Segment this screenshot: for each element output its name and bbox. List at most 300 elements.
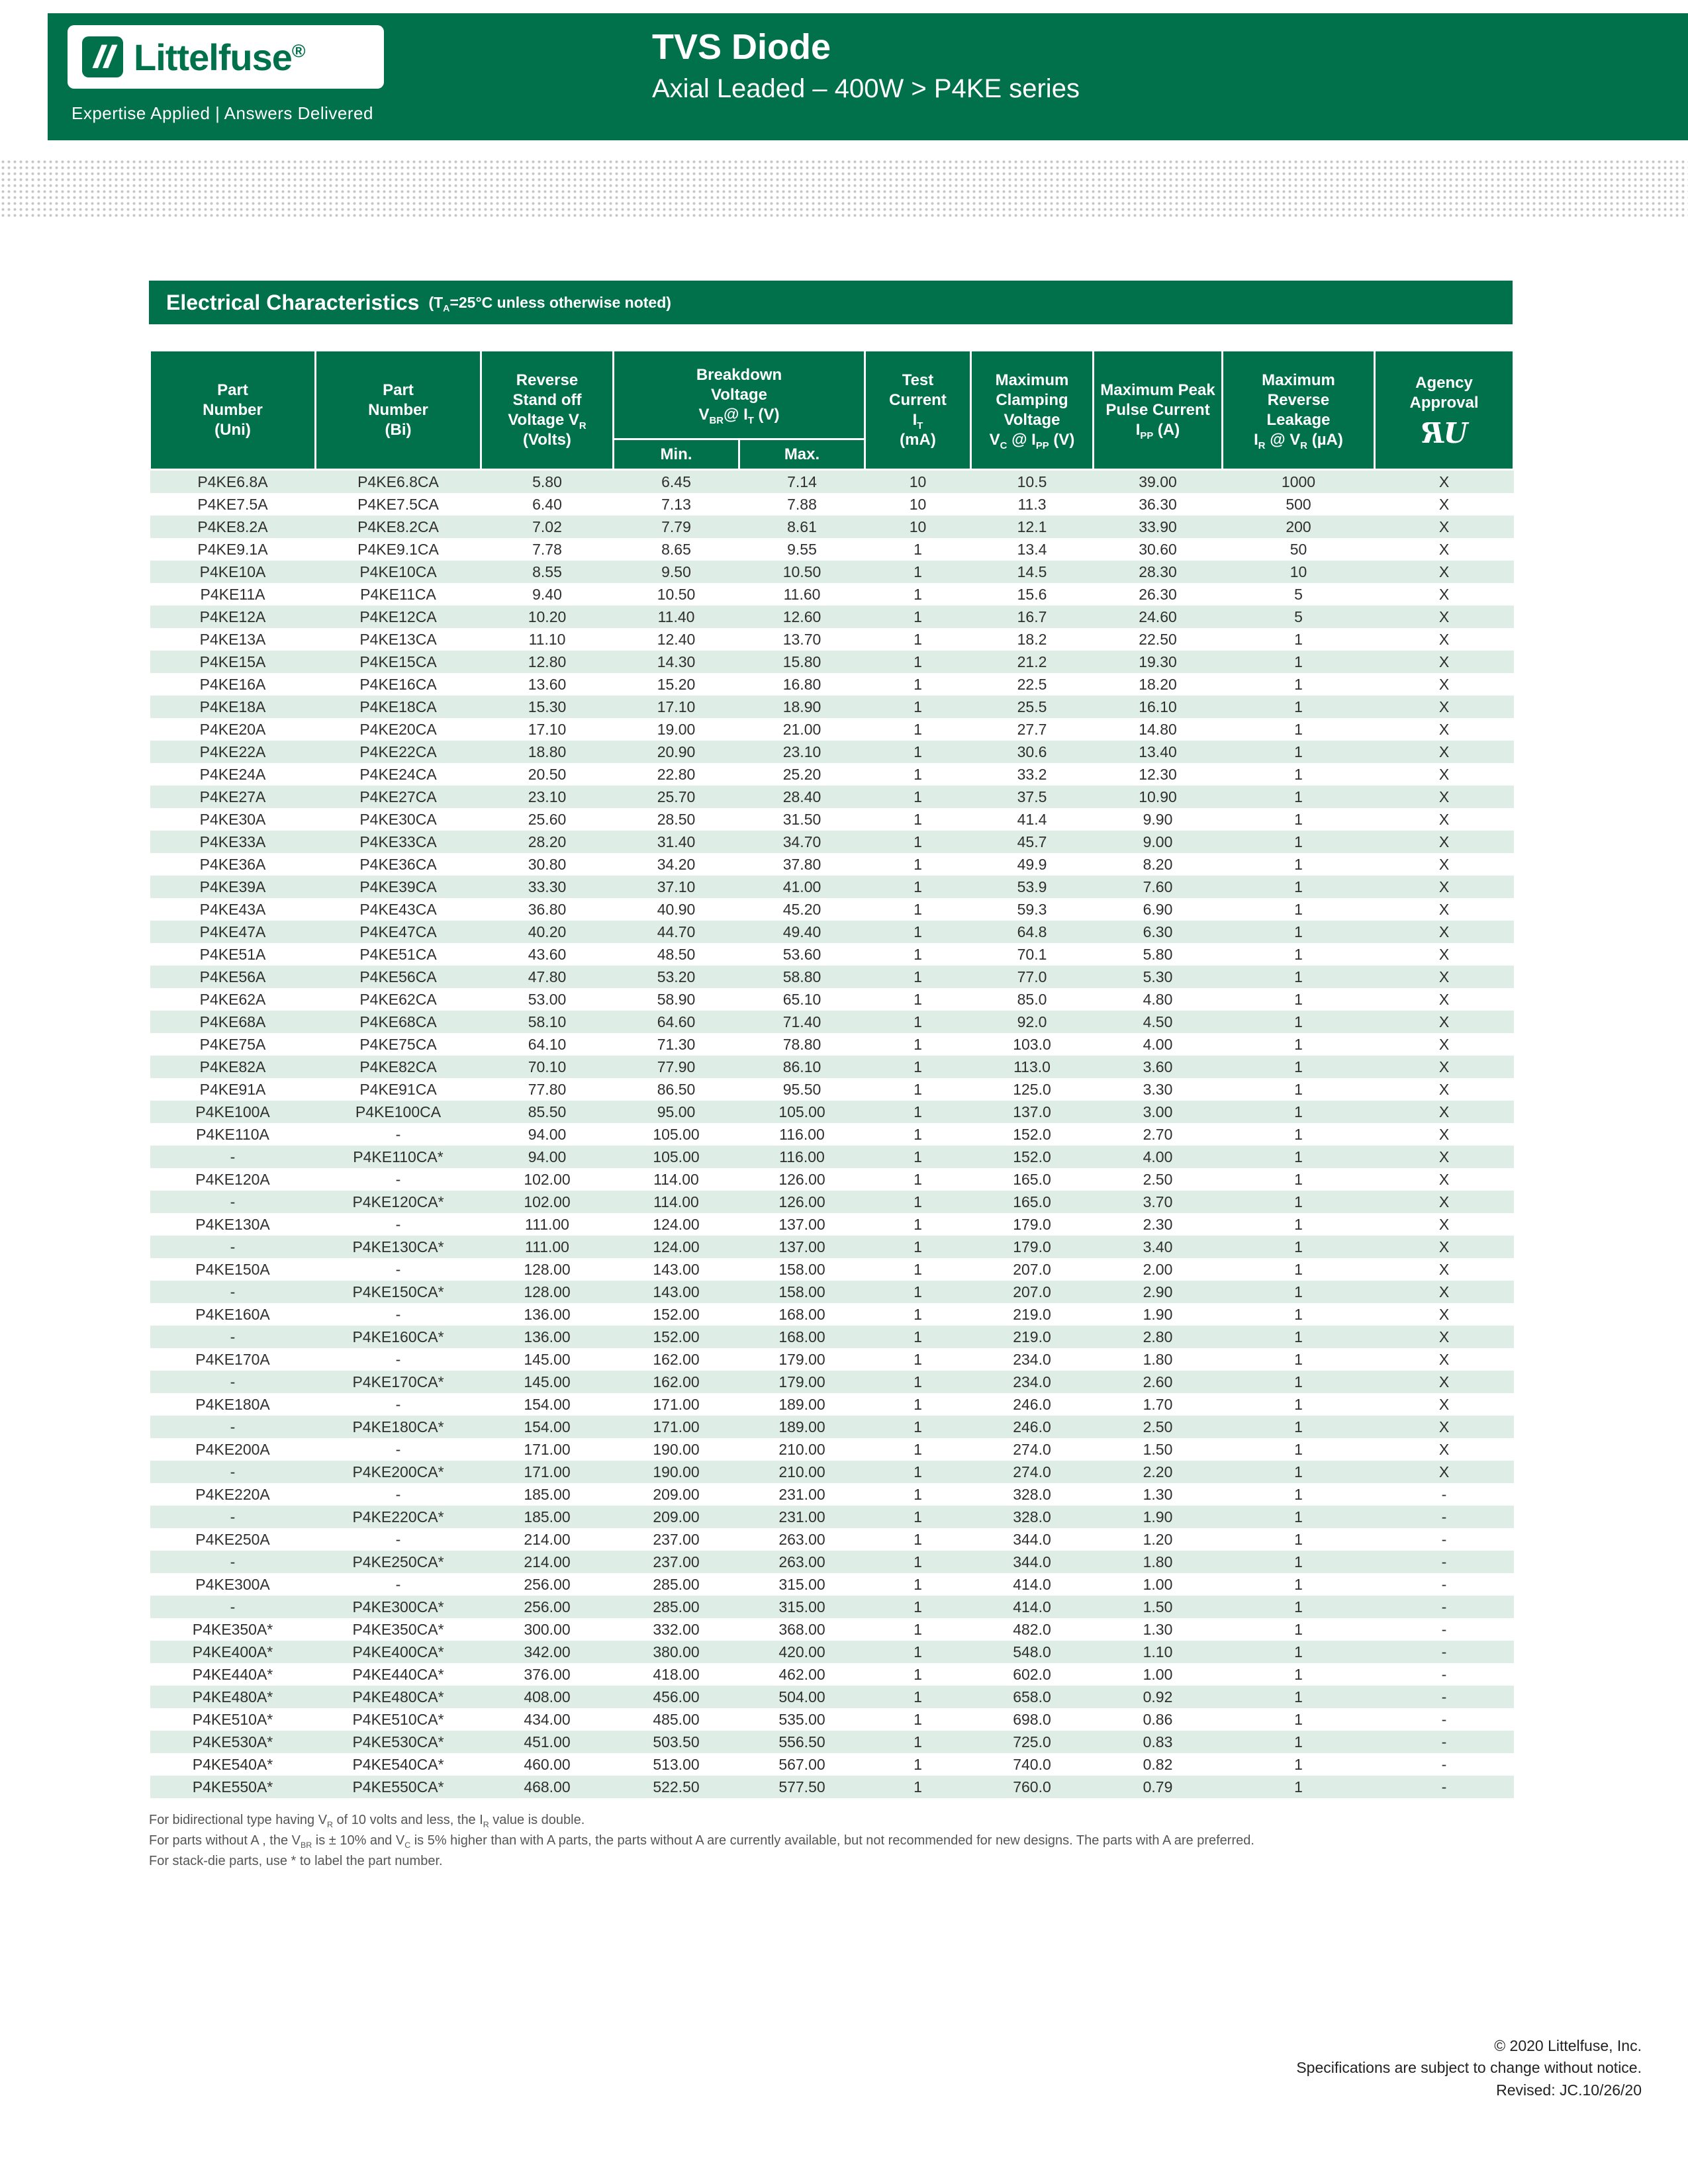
breakdown-voltage-min-cell: 53.20 xyxy=(614,966,739,988)
breakdown-voltage-min-cell: 19.00 xyxy=(657,721,696,738)
part-number-bi-cell: P4KE51CA xyxy=(359,946,437,963)
max-reverse-leakage-cell: 1 xyxy=(1294,1216,1303,1233)
test-current-cell: 1 xyxy=(865,786,971,808)
part-number-bi-cell: P4KE56CA xyxy=(316,966,481,988)
breakdown-voltage-max-cell: 168.00 xyxy=(778,1306,825,1323)
breakdown-voltage-max-cell: 53.60 xyxy=(782,946,821,963)
part-number-uni-cell: P4KE24A xyxy=(199,766,266,783)
max-clamping-voltage-cell: 658.0 xyxy=(971,1686,1094,1708)
part-number-uni-cell: P4KE33A xyxy=(150,831,316,853)
breakdown-voltage-max-cell: 11.60 xyxy=(783,586,821,603)
breakdown-voltage-min-cell: 11.40 xyxy=(614,606,739,628)
test-current-cell: 1 xyxy=(865,606,971,628)
table-row xyxy=(150,1281,1514,1303)
max-clamping-voltage-cell: 179.0 xyxy=(971,1236,1094,1258)
part-number-uni-cell: P4KE10A xyxy=(150,561,316,583)
table-row xyxy=(150,1326,1514,1348)
test-current-cell: 10 xyxy=(865,470,971,494)
table-row xyxy=(150,1641,1514,1663)
breakdown-voltage-min-cell: 418.00 xyxy=(653,1666,700,1683)
part-number-bi-cell: P4KE170CA* xyxy=(316,1371,481,1393)
part-number-bi-cell: P4KE6.8CA xyxy=(316,470,481,494)
agency-approval-cell: X xyxy=(1438,1351,1450,1368)
max-reverse-leakage-cell: 1 xyxy=(1294,766,1303,783)
brand-wordmark: Littelfuse xyxy=(134,36,292,78)
reverse-standoff-voltage-cell: 111.00 xyxy=(481,1236,614,1258)
max-peak-pulse-current-cell: 0.79 xyxy=(1094,1776,1223,1798)
part-number-bi-cell: P4KE13CA xyxy=(359,631,437,648)
max-peak-pulse-current-cell: 1.80 xyxy=(1143,1351,1173,1368)
part-number-bi-cell: P4KE62CA xyxy=(359,991,437,1008)
agency-approval-cell: X xyxy=(1438,1036,1450,1053)
breakdown-voltage-min-cell: 124.00 xyxy=(614,1236,739,1258)
reverse-standoff-voltage-cell: 13.60 xyxy=(528,676,567,693)
test-current-cell: 1 xyxy=(865,1146,971,1168)
max-clamping-voltage-cell: 27.7 xyxy=(1017,721,1047,738)
breakdown-voltage-max-cell: 34.70 xyxy=(739,831,865,853)
breakdown-voltage-max-cell: 210.00 xyxy=(739,1461,865,1483)
agency-approval-cell: - xyxy=(1375,1641,1514,1663)
test-current-cell: 1 xyxy=(914,946,922,963)
part-number-bi-cell: - xyxy=(395,1261,401,1278)
test-current-cell: 1 xyxy=(865,1056,971,1078)
agency-approval-cell: X xyxy=(1375,1326,1514,1348)
breakdown-voltage-min-cell: 58.90 xyxy=(657,991,696,1008)
reverse-standoff-voltage-cell: 70.10 xyxy=(481,1056,614,1078)
max-clamping-voltage-cell: 602.0 xyxy=(1013,1666,1051,1683)
max-clamping-voltage-cell: 152.0 xyxy=(1013,1126,1051,1143)
max-peak-pulse-current-cell: 4.00 xyxy=(1094,1146,1223,1168)
max-peak-pulse-current-cell: 2.30 xyxy=(1143,1216,1173,1233)
table-row xyxy=(150,1371,1514,1393)
breakdown-voltage-max-cell: 179.00 xyxy=(739,1371,865,1393)
breakdown-voltage-max-cell: 420.00 xyxy=(739,1641,865,1663)
reverse-standoff-voltage-cell: 23.10 xyxy=(481,786,614,808)
max-peak-pulse-current-cell: 28.30 xyxy=(1094,561,1223,583)
reverse-standoff-voltage-cell: 468.00 xyxy=(481,1776,614,1798)
table-row xyxy=(150,763,1514,786)
breakdown-voltage-max-cell: 45.20 xyxy=(782,901,821,918)
breakdown-voltage-max-cell: 21.00 xyxy=(782,721,821,738)
brand-tagline: Expertise Applied | Answers Delivered xyxy=(71,103,373,123)
part-number-bi-cell: P4KE120CA* xyxy=(316,1191,481,1213)
breakdown-voltage-min-cell: 171.00 xyxy=(653,1396,700,1413)
max-reverse-leakage-cell: 1 xyxy=(1294,811,1303,828)
max-reverse-leakage-cell: 1 xyxy=(1223,1326,1375,1348)
max-peak-pulse-current-cell: 3.40 xyxy=(1094,1236,1223,1258)
reverse-standoff-voltage-cell: 154.00 xyxy=(524,1396,571,1413)
max-clamping-voltage-cell: 49.9 xyxy=(1017,856,1047,873)
agency-approval-cell: X xyxy=(1375,1011,1514,1033)
max-reverse-leakage-cell: 1 xyxy=(1223,786,1375,808)
max-reverse-leakage-cell: 1 xyxy=(1294,721,1303,738)
agency-approval-cell: X xyxy=(1375,1236,1514,1258)
agency-approval-cell: X xyxy=(1375,876,1514,898)
breakdown-voltage-max-cell: 263.00 xyxy=(778,1531,825,1548)
table-row xyxy=(150,1101,1514,1123)
table-row xyxy=(150,470,1514,494)
part-number-uni-cell: P4KE11A xyxy=(200,586,265,603)
table-row xyxy=(150,1708,1514,1731)
max-reverse-leakage-cell: 1 xyxy=(1223,651,1375,673)
breakdown-voltage-min-cell: 171.00 xyxy=(614,1416,739,1438)
test-current-cell: 1 xyxy=(865,1416,971,1438)
part-number-bi-cell: P4KE250CA* xyxy=(316,1551,481,1573)
agency-approval-cell: X xyxy=(1375,516,1514,538)
max-reverse-leakage-cell: 1 xyxy=(1223,1551,1375,1573)
max-peak-pulse-current-cell: 9.90 xyxy=(1143,811,1173,828)
max-clamping-voltage-cell: 165.0 xyxy=(971,1191,1094,1213)
part-number-bi-cell: P4KE75CA xyxy=(359,1036,437,1053)
breakdown-voltage-max-cell: 65.10 xyxy=(782,991,821,1008)
max-clamping-voltage-cell: 13.4 xyxy=(1017,541,1047,558)
max-clamping-voltage-cell: 207.0 xyxy=(1013,1261,1051,1278)
max-reverse-leakage-cell: 1 xyxy=(1223,1416,1375,1438)
test-current-cell: 1 xyxy=(865,1281,971,1303)
max-reverse-leakage-cell: 1 xyxy=(1294,991,1303,1008)
max-clamping-voltage-cell: 15.6 xyxy=(1017,586,1047,603)
max-clamping-voltage-cell: 165.0 xyxy=(1013,1171,1051,1188)
max-peak-pulse-current-cell: 1.10 xyxy=(1094,1641,1223,1663)
max-clamping-voltage-cell: 21.2 xyxy=(971,651,1094,673)
registered-mark: ® xyxy=(291,40,305,61)
table-row xyxy=(150,808,1514,831)
col-header-breakdown-max: Max. xyxy=(739,439,865,470)
test-current-cell: 1 xyxy=(914,1396,922,1413)
table-row xyxy=(150,606,1514,628)
test-current-cell: 1 xyxy=(865,651,971,673)
max-peak-pulse-current-cell: 1.90 xyxy=(1143,1306,1173,1323)
part-number-bi-cell: P4KE300CA* xyxy=(316,1596,481,1618)
max-clamping-voltage-cell: 30.6 xyxy=(971,741,1094,763)
breakdown-voltage-max-cell: 16.80 xyxy=(782,676,821,693)
agency-approval-cell: X xyxy=(1375,1461,1514,1483)
agency-approval-cell: X xyxy=(1438,811,1450,828)
agency-approval-cell: - xyxy=(1375,1731,1514,1753)
test-current-cell: 1 xyxy=(865,1776,971,1798)
reverse-standoff-voltage-cell: 9.40 xyxy=(532,586,562,603)
table-row xyxy=(150,1033,1514,1056)
part-number-bi-cell: - xyxy=(395,1171,401,1188)
part-number-bi-cell: P4KE33CA xyxy=(316,831,481,853)
breakdown-voltage-min-cell: 124.00 xyxy=(653,1216,700,1233)
reverse-standoff-voltage-cell: 10.20 xyxy=(481,606,614,628)
agency-approval-cell: X xyxy=(1375,1416,1514,1438)
max-reverse-leakage-cell: 1 xyxy=(1223,1146,1375,1168)
max-reverse-leakage-cell: 1 xyxy=(1223,966,1375,988)
max-reverse-leakage-cell: 1 xyxy=(1294,1666,1303,1683)
agency-approval-cell: X xyxy=(1438,541,1450,558)
breakdown-voltage-max-cell: 78.80 xyxy=(782,1036,821,1053)
table-row xyxy=(150,966,1514,988)
breakdown-voltage-min-cell: 7.13 xyxy=(661,496,691,513)
part-number-uni-cell: P4KE100A xyxy=(150,1101,316,1123)
max-peak-pulse-current-cell: 26.30 xyxy=(1139,586,1177,603)
reverse-standoff-voltage-cell: 300.00 xyxy=(524,1621,571,1638)
max-peak-pulse-current-cell: 0.92 xyxy=(1094,1686,1223,1708)
test-current-cell: 1 xyxy=(914,1666,922,1683)
test-current-cell: 1 xyxy=(914,1621,922,1638)
max-clamping-voltage-cell: 274.0 xyxy=(1013,1441,1051,1458)
table-row xyxy=(150,786,1514,808)
table-row xyxy=(150,651,1514,673)
table-row xyxy=(150,561,1514,583)
part-number-uni-cell: P4KE82A xyxy=(150,1056,316,1078)
section-title: Electrical Characteristics xyxy=(166,290,420,314)
part-number-bi-cell: - xyxy=(395,1531,401,1548)
max-clamping-voltage-cell: 16.7 xyxy=(971,606,1094,628)
test-current-cell: 1 xyxy=(914,676,922,693)
breakdown-voltage-min-cell: 44.70 xyxy=(614,921,739,943)
reverse-standoff-voltage-cell: 111.00 xyxy=(525,1216,569,1233)
agency-approval-cell: - xyxy=(1375,1776,1514,1798)
page-footer xyxy=(1296,2035,1642,2101)
agency-approval-cell: X xyxy=(1438,1081,1450,1098)
part-number-uni-cell: P4KE350A* xyxy=(192,1621,273,1638)
reverse-standoff-voltage-cell: 185.00 xyxy=(524,1486,571,1503)
part-number-uni-cell: P4KE91A xyxy=(199,1081,266,1098)
breakdown-voltage-max-cell: 49.40 xyxy=(739,921,865,943)
breakdown-voltage-min-cell: 114.00 xyxy=(653,1171,699,1188)
part-number-uni-cell: P4KE150A xyxy=(195,1261,270,1278)
max-clamping-voltage-cell: 113.0 xyxy=(971,1056,1094,1078)
littelfuse-logo xyxy=(68,25,384,89)
max-peak-pulse-current-cell: 6.90 xyxy=(1143,901,1173,918)
breakdown-voltage-min-cell: 522.50 xyxy=(614,1776,739,1798)
test-current-cell: 1 xyxy=(914,721,922,738)
part-number-bi-cell: - xyxy=(395,1306,401,1323)
agency-approval-cell: - xyxy=(1441,1756,1447,1773)
part-number-uni-cell: P4KE47A xyxy=(150,921,316,943)
test-current-cell: 1 xyxy=(914,1486,922,1503)
test-current-cell: 1 xyxy=(865,1506,971,1528)
max-clamping-voltage-cell: 11.3 xyxy=(1017,496,1047,513)
part-number-bi-cell: P4KE220CA* xyxy=(316,1506,481,1528)
agency-approval-label: Agency Approval xyxy=(1409,373,1479,412)
part-number-bi-cell: P4KE510CA* xyxy=(352,1711,444,1728)
reverse-standoff-voltage-cell: 6.40 xyxy=(532,496,562,513)
part-number-bi-cell: P4KE24CA xyxy=(359,766,437,783)
breakdown-voltage-min-cell: 20.90 xyxy=(614,741,739,763)
agency-approval-cell: X xyxy=(1438,496,1450,513)
max-reverse-leakage-cell: 1 xyxy=(1223,1461,1375,1483)
breakdown-voltage-max-cell: 231.00 xyxy=(739,1506,865,1528)
max-peak-pulse-current-cell: 2.60 xyxy=(1094,1371,1223,1393)
breakdown-voltage-min-cell: 7.79 xyxy=(614,516,739,538)
max-peak-pulse-current-cell: 36.30 xyxy=(1139,496,1177,513)
breakdown-voltage-max-cell: 315.00 xyxy=(778,1576,825,1593)
breakdown-voltage-min-cell: 456.00 xyxy=(614,1686,739,1708)
part-number-bi-cell: P4KE540CA* xyxy=(352,1756,444,1773)
breakdown-voltage-min-cell: 105.00 xyxy=(653,1126,700,1143)
part-number-bi-cell: P4KE12CA xyxy=(316,606,481,628)
reverse-standoff-voltage-cell: 36.80 xyxy=(528,901,567,918)
max-peak-pulse-current-cell: 13.40 xyxy=(1094,741,1223,763)
table-row xyxy=(150,988,1514,1011)
agency-approval-cell: X xyxy=(1375,606,1514,628)
test-current-cell: 1 xyxy=(914,1756,922,1773)
breakdown-voltage-max-cell: 13.70 xyxy=(782,631,821,648)
max-reverse-leakage-cell: 1 xyxy=(1294,1126,1303,1143)
max-reverse-leakage-cell: 1 xyxy=(1223,1731,1375,1753)
breakdown-voltage-max-cell: 37.80 xyxy=(782,856,821,873)
table-row xyxy=(150,1393,1514,1416)
table-row xyxy=(150,741,1514,763)
table-row xyxy=(150,1056,1514,1078)
part-number-uni-cell: P4KE250A xyxy=(195,1531,270,1548)
max-clamping-voltage-cell: 328.0 xyxy=(971,1506,1094,1528)
agency-approval-cell: X xyxy=(1438,766,1450,783)
max-clamping-voltage-cell: 92.0 xyxy=(971,1011,1094,1033)
breakdown-voltage-max-cell: 105.00 xyxy=(739,1101,865,1123)
table-row xyxy=(150,831,1514,853)
part-number-uni-cell: P4KE16A xyxy=(199,676,266,693)
max-peak-pulse-current-cell: 1.80 xyxy=(1094,1551,1223,1573)
test-current-cell: 1 xyxy=(914,1441,922,1458)
part-number-uni-cell: P4KE27A xyxy=(150,786,316,808)
table-row xyxy=(150,1618,1514,1641)
max-peak-pulse-current-cell: 22.50 xyxy=(1139,631,1177,648)
table-row xyxy=(150,1191,1514,1213)
part-number-bi-cell: P4KE22CA xyxy=(316,741,481,763)
max-peak-pulse-current-cell: 3.70 xyxy=(1094,1191,1223,1213)
max-peak-pulse-current-cell: 1.50 xyxy=(1094,1596,1223,1618)
breakdown-voltage-max-cell: 15.80 xyxy=(739,651,865,673)
part-number-uni-cell: P4KE18A xyxy=(150,696,316,718)
reverse-standoff-voltage-cell: 128.00 xyxy=(524,1261,571,1278)
table-row xyxy=(150,943,1514,966)
max-peak-pulse-current-cell: 2.20 xyxy=(1094,1461,1223,1483)
test-current-cell: 1 xyxy=(865,1686,971,1708)
reverse-standoff-voltage-cell: 460.00 xyxy=(524,1756,571,1773)
part-number-bi-cell: P4KE43CA xyxy=(359,901,437,918)
part-number-bi-cell: P4KE550CA* xyxy=(316,1776,481,1798)
max-peak-pulse-current-cell: 2.70 xyxy=(1143,1126,1173,1143)
part-number-bi-cell: P4KE130CA* xyxy=(316,1236,481,1258)
table-row xyxy=(150,1416,1514,1438)
table-row xyxy=(150,1146,1514,1168)
part-number-uni-cell: - xyxy=(150,1551,316,1573)
agency-approval-cell: X xyxy=(1438,1216,1450,1233)
reverse-standoff-voltage-cell: 43.60 xyxy=(528,946,567,963)
breakdown-voltage-min-cell: 237.00 xyxy=(614,1551,739,1573)
table-row xyxy=(150,1686,1514,1708)
table-row xyxy=(150,516,1514,538)
agency-approval-cell: X xyxy=(1375,561,1514,583)
breakdown-voltage-max-cell: 86.10 xyxy=(739,1056,865,1078)
max-clamping-voltage-cell: 207.0 xyxy=(971,1281,1094,1303)
part-number-uni-cell: P4KE200A xyxy=(195,1441,270,1458)
reverse-standoff-voltage-cell: 77.80 xyxy=(528,1081,567,1098)
part-number-uni-cell: P4KE300A xyxy=(195,1576,270,1593)
max-reverse-leakage-cell: 1 xyxy=(1294,1036,1303,1053)
table-row xyxy=(150,1551,1514,1573)
breakdown-voltage-max-cell: 12.60 xyxy=(739,606,865,628)
test-current-cell: 1 xyxy=(865,1011,971,1033)
test-current-cell: 1 xyxy=(865,921,971,943)
max-peak-pulse-current-cell: 9.00 xyxy=(1094,831,1223,853)
breakdown-voltage-min-cell: 37.10 xyxy=(614,876,739,898)
table-row xyxy=(150,1078,1514,1101)
test-current-cell: 1 xyxy=(865,696,971,718)
max-clamping-voltage-cell: 414.0 xyxy=(971,1596,1094,1618)
brand-name xyxy=(134,36,305,79)
max-peak-pulse-current-cell: 12.30 xyxy=(1139,766,1177,783)
max-reverse-leakage-cell: 1 xyxy=(1223,876,1375,898)
part-number-bi-cell: P4KE9.1CA xyxy=(357,541,439,558)
part-number-uni-cell: P4KE36A xyxy=(199,856,266,873)
test-current-cell: 1 xyxy=(865,1551,971,1573)
breakdown-voltage-max-cell: 535.00 xyxy=(778,1711,825,1728)
part-number-bi-cell: P4KE350CA* xyxy=(352,1621,444,1638)
max-peak-pulse-current-cell: 1.20 xyxy=(1143,1531,1173,1548)
table-row xyxy=(150,876,1514,898)
max-reverse-leakage-cell: 1 xyxy=(1223,1191,1375,1213)
breakdown-voltage-max-cell: 137.00 xyxy=(739,1236,865,1258)
agency-approval-cell: X xyxy=(1438,901,1450,918)
max-reverse-leakage-cell: 1 xyxy=(1294,1396,1303,1413)
breakdown-voltage-max-cell: 168.00 xyxy=(739,1326,865,1348)
part-number-uni-cell: P4KE13A xyxy=(199,631,266,648)
test-current-cell: 1 xyxy=(865,1101,971,1123)
breakdown-voltage-min-cell: 143.00 xyxy=(614,1281,739,1303)
max-peak-pulse-current-cell: 7.60 xyxy=(1094,876,1223,898)
part-number-bi-cell: - xyxy=(395,1216,401,1233)
reverse-standoff-voltage-cell: 408.00 xyxy=(481,1686,614,1708)
part-number-bi-cell: P4KE18CA xyxy=(316,696,481,718)
max-peak-pulse-current-cell: 5.80 xyxy=(1143,946,1173,963)
agency-approval-cell: X xyxy=(1438,946,1450,963)
max-reverse-leakage-cell: 500 xyxy=(1286,496,1311,513)
test-current-cell: 1 xyxy=(914,1171,922,1188)
breakdown-voltage-min-cell: 190.00 xyxy=(653,1441,700,1458)
max-reverse-leakage-cell: 1 xyxy=(1294,1261,1303,1278)
reverse-standoff-voltage-cell: 25.60 xyxy=(528,811,567,828)
max-clamping-voltage-cell: 234.0 xyxy=(971,1371,1094,1393)
breakdown-voltage-min-cell: 86.50 xyxy=(657,1081,696,1098)
max-reverse-leakage-cell: 1 xyxy=(1294,856,1303,873)
max-reverse-leakage-cell: 5 xyxy=(1223,606,1375,628)
breakdown-voltage-min-cell: 77.90 xyxy=(614,1056,739,1078)
part-number-uni-cell: P4KE400A* xyxy=(150,1641,316,1663)
halftone-band xyxy=(0,159,1688,220)
max-reverse-leakage-cell: 1 xyxy=(1294,1756,1303,1773)
reverse-standoff-voltage-cell: 94.00 xyxy=(528,1126,567,1143)
table-row xyxy=(150,1663,1514,1686)
max-reverse-leakage-cell: 1 xyxy=(1223,1506,1375,1528)
max-clamping-voltage-cell: 344.0 xyxy=(971,1551,1094,1573)
max-clamping-voltage-cell: 53.9 xyxy=(971,876,1094,898)
max-clamping-voltage-cell: 179.0 xyxy=(1013,1216,1051,1233)
max-peak-pulse-current-cell: 5.30 xyxy=(1094,966,1223,988)
table-row xyxy=(150,1483,1514,1506)
max-peak-pulse-current-cell: 10.90 xyxy=(1094,786,1223,808)
part-number-bi-cell: - xyxy=(395,1351,401,1368)
max-reverse-leakage-cell: 5 xyxy=(1294,586,1303,603)
breakdown-voltage-min-cell: 162.00 xyxy=(653,1351,700,1368)
reverse-standoff-voltage-cell: 5.80 xyxy=(481,470,614,494)
breakdown-voltage-max-cell: 23.10 xyxy=(739,741,865,763)
reverse-standoff-voltage-cell: 18.80 xyxy=(481,741,614,763)
max-reverse-leakage-cell: 1 xyxy=(1294,1486,1303,1503)
part-number-bi-cell: P4KE91CA xyxy=(359,1081,437,1098)
test-current-cell: 1 xyxy=(914,766,922,783)
breakdown-voltage-max-cell: 28.40 xyxy=(739,786,865,808)
max-peak-pulse-current-cell: 1.30 xyxy=(1143,1621,1173,1638)
part-number-bi-cell: P4KE110CA* xyxy=(316,1146,481,1168)
max-peak-pulse-current-cell: 1.00 xyxy=(1143,1666,1173,1683)
breakdown-voltage-min-cell: 64.60 xyxy=(614,1011,739,1033)
